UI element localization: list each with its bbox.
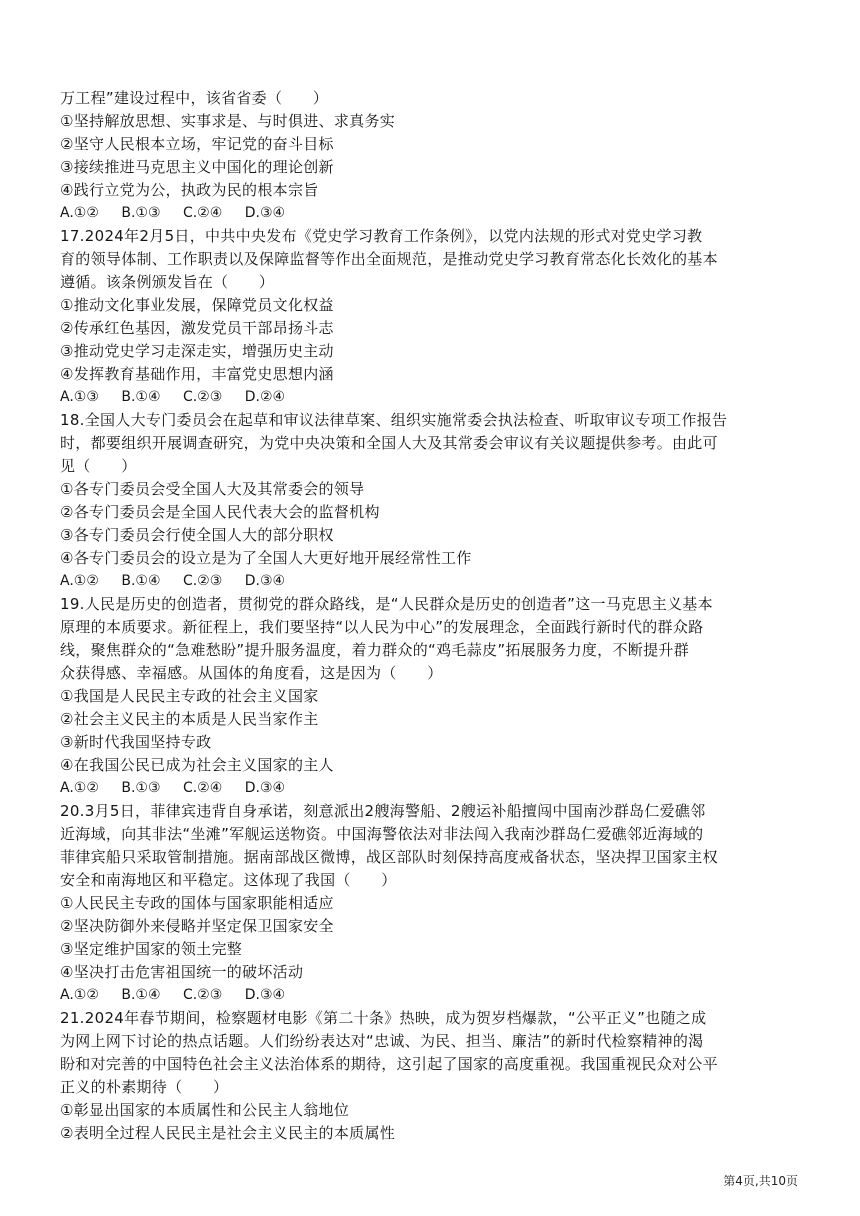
statement-3: ③新时代我国坚持专政 bbox=[60, 733, 212, 751]
statement-2: ②表明全过程人民民主是社会主义民主的本质属性 bbox=[60, 1124, 396, 1142]
question-stem-line-2: 时，都要组织开展调查研究，为党中央决策和全国人大及其常委会审议有关议题提供参考。由此可 bbox=[60, 434, 718, 452]
statement-2: ②坚决防御外来侵略并坚定保卫国家安全 bbox=[60, 917, 334, 935]
answer-options bbox=[60, 570, 303, 592]
page-number: 第4页,共10页 bbox=[723, 1174, 798, 1188]
option-d: D.③④ bbox=[244, 573, 286, 589]
option-c: C.②③ bbox=[182, 573, 223, 589]
option-c: C.②③ bbox=[182, 987, 223, 1003]
statement-4: ④各专门委员会的设立是为了全国人大更好地开展经常性工作 bbox=[60, 549, 472, 567]
question-stem-line-3: 线，聚焦群众的“急难愁盼”提升服务温度，着力群众的“鸡毛蒜皮”拓展服务力度，不断提升群 bbox=[60, 641, 689, 659]
statement-4: ④在我国公民已成为社会主义国家的主人 bbox=[60, 756, 334, 774]
question-stem-line-4: 众获得感、幸福感。从国体的角度看，这是因为（ ） bbox=[60, 664, 443, 682]
statement-1: ①推动文化事业发展，保障党员文化权益 bbox=[60, 296, 334, 314]
statement-3: ③各专门委员会行使全国人大的部分职权 bbox=[60, 526, 334, 544]
statement-2: ②各专门委员会是全国人民代表大会的监督机构 bbox=[60, 503, 380, 521]
answer-options bbox=[60, 777, 303, 799]
question-stem-line-3: 见（ ） bbox=[60, 457, 137, 475]
option-c: C.②③ bbox=[182, 389, 223, 405]
option-a: A.①② bbox=[60, 987, 99, 1003]
question-stem: 万工程”建设过程中，该省省委（ ） bbox=[60, 89, 329, 107]
statement-1: ①各专门委员会受全国人大及其常委会的领导 bbox=[60, 480, 365, 498]
question-stem-line-3: 盼和对完善的中国特色社会主义法治体系的期待，这引起了国家的高度重视。我国重视民众对公平 bbox=[60, 1055, 718, 1073]
option-a: A.①② bbox=[60, 780, 99, 796]
statement-1: ①人民民主专政的国体与国家职能相适应 bbox=[60, 894, 334, 912]
statement-3: ③坚定维护国家的领土完整 bbox=[60, 940, 243, 958]
statement-4: ④践行立党为公，执政为民的根本宗旨 bbox=[60, 181, 319, 199]
statement-3: ③接续推进马克思主义中国化的理论创新 bbox=[60, 158, 334, 176]
statement-2: ②社会主义民主的本质是人民当家作主 bbox=[60, 710, 319, 728]
answer-options bbox=[60, 984, 303, 1006]
option-c: C.②④ bbox=[182, 780, 223, 796]
option-b: B.①④ bbox=[121, 389, 161, 405]
question-stem-line-2: 育的领导体制、工作职责以及保障监督等作出全面规范，是推动党史学习教育常态化长效化的基本 bbox=[60, 250, 718, 268]
answer-options bbox=[60, 202, 303, 224]
option-a: A.①② bbox=[60, 573, 99, 589]
option-b: B.①③ bbox=[121, 205, 161, 221]
statement-1: ①坚持解放思想、实事求是、与时俱进、求真务实 bbox=[60, 112, 396, 130]
statement-2: ②坚守人民根本立场，牢记党的奋斗目标 bbox=[60, 135, 334, 153]
option-a: A.①③ bbox=[60, 389, 99, 405]
question-stem-line-1: 19.人民是历史的创造者，贯彻党的群众路线，是“人民群众是历史的创造者”这一马克思主义基本 bbox=[60, 595, 713, 613]
option-d: D.③④ bbox=[244, 780, 286, 796]
option-d: D.③④ bbox=[244, 987, 286, 1003]
statement-1: ①我国是人民民主专政的社会主义国家 bbox=[60, 687, 319, 705]
statement-3: ③推动党史学习走深走实，增强历史主动 bbox=[60, 342, 334, 360]
question-stem-line-2: 原理的本质要求。新征程上，我们要坚持“以人民为中心”的发展理念，全面践行新时代的群众路 bbox=[60, 618, 704, 636]
question-stem-line-3: 菲律宾船只采取管制措施。据南部战区微博，战区部队时刻保持高度戒备状态，坚决捍卫国家主权 bbox=[60, 848, 718, 866]
question-stem-line-4: 正义的朴素期待（ ） bbox=[60, 1078, 229, 1096]
option-b: B.①③ bbox=[121, 780, 161, 796]
question-stem-line-1: 17.2024年2月5日，中共中央发布《党史学习教育工作条例》，以党内法规的形式对党史学习教 bbox=[60, 227, 703, 245]
option-d: D.②④ bbox=[244, 389, 286, 405]
option-b: B.①④ bbox=[121, 987, 161, 1003]
option-b: B.①④ bbox=[121, 573, 161, 589]
question-stem-line-2: 近海域，向其非法“坐滩”军舰运送物资。中国海警依法对非法闯入我南沙群岛仁爱礁邻近海域的 bbox=[60, 825, 704, 843]
option-d: D.③④ bbox=[244, 205, 286, 221]
statement-1: ①彰显出国家的本质属性和公民主人翁地位 bbox=[60, 1101, 350, 1119]
option-a: A.①② bbox=[60, 205, 99, 221]
answer-options bbox=[60, 386, 303, 408]
statement-4: ④发挥教育基础作用，丰富党史思想内涵 bbox=[60, 365, 334, 383]
question-stem-line-3: 遵循。该条例颁发旨在（ ） bbox=[60, 273, 275, 291]
question-stem-line-4: 安全和南海地区和平稳定。这体现了我国（ ） bbox=[60, 871, 397, 889]
option-c: C.②④ bbox=[182, 205, 223, 221]
statement-2: ②传承红色基因，激发党员干部昂扬斗志 bbox=[60, 319, 334, 337]
question-stem-line-1: 20.3月5日，菲律宾违背自身承诺，刻意派出2艘海警船、2艘运补船擅闯中国南沙群岛仁爱礁邻 bbox=[60, 802, 706, 820]
question-stem-line-1: 18.全国人大专门委员会在起草和审议法律草案、组织实施常委会执法检查、听取审议专项工作报告 bbox=[60, 411, 728, 429]
question-stem-line-2: 为网上网下讨论的热点话题。人们纷纷表达对“忠诚、为民、担当、廉洁”的新时代检察精神的渴 bbox=[60, 1032, 704, 1050]
statement-4: ④坚决打击危害祖国统一的破坏活动 bbox=[60, 963, 304, 981]
question-stem-line-1: 21.2024年春节期间，检察题材电影《第二十条》热映，成为贺岁档爆款，“公平正义”也随之成 bbox=[60, 1009, 707, 1027]
